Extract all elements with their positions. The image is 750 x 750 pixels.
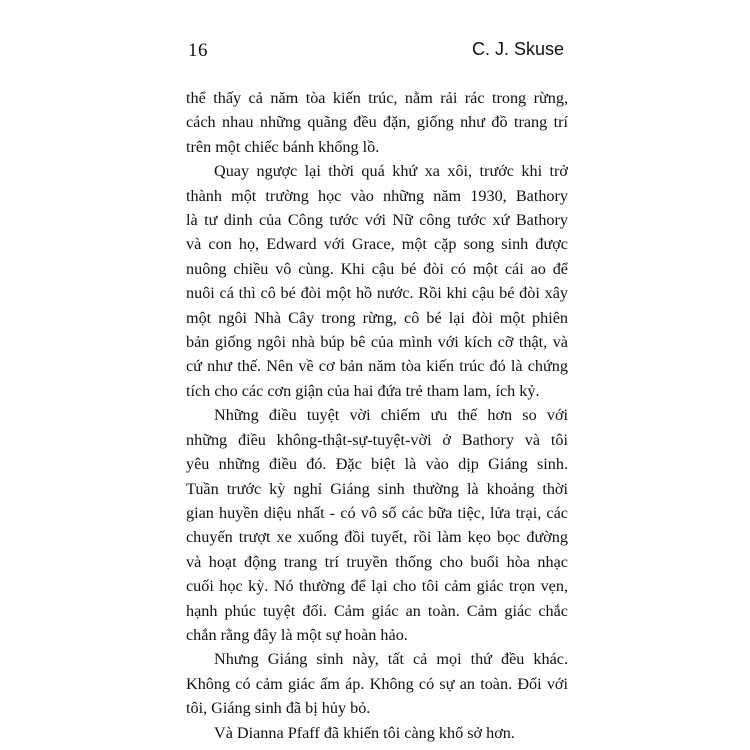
text-line: nuông chiều vô cùng. Khi cậu bé đòi có một cái ao để: [186, 259, 568, 278]
text-line: hạnh phúc tuyệt đối. Cảm giác an toàn. Cảm giác chắc: [186, 601, 568, 620]
text-line: chuyến trượt xe xuống đồi tuyết, rồi làm kẹo bọc đường: [186, 528, 568, 547]
text-line: một ngôi Nhà Cây trong rừng, cô bé lại đòi một phiên: [186, 308, 568, 327]
text-line: tích cho các cơn giận của hai đứa trẻ tham lam, ích kỷ.: [186, 381, 540, 400]
text-line: Những điều tuyệt vời chiếm ưu thế hơn so với: [214, 406, 568, 425]
paragraph: [186, 647, 568, 720]
text-line: thể thấy cả năm tòa kiến trúc, nằm rải rác trong rừng,: [186, 89, 568, 107]
paragraph: [186, 403, 568, 647]
text-line: tôi, Giáng sinh đã bị hủy bỏ.: [186, 699, 371, 718]
text-line: thành một trường học vào những năm 1930, Bathory: [186, 186, 568, 205]
text-line: yêu những điều đó. Đặc biệt là vào dịp Giáng sinh.: [186, 455, 568, 474]
text-line: cứ như thế. Nên về cơ bản năm tòa kiến trúc đó là chứng: [186, 357, 568, 376]
text-line: Và Dianna Pfaff đã khiến tôi càng khổ sở hơn.: [214, 723, 515, 742]
text-line: Không có cảm giác ấm áp. Không có sự an toàn. Đối với: [186, 674, 568, 693]
text-line: gian huyền diệu nhất - có vô số các bữa tiệc, lửa trại, các: [186, 503, 568, 522]
text-line: nuôi cá thì cô bé đòi một hồ nước. Rồi khi cậu bé đòi xây: [186, 284, 568, 303]
text-line: những điều không-thật-sự-tuyệt-vời ở Bathory và tôi: [186, 430, 568, 449]
text-line: trên một chiếc bánh khổng lồ.: [186, 137, 380, 156]
running-head-author: C. J. Skuse: [471, 39, 564, 59]
text-line: cuối học kỳ. Nó thường để lại cho tôi cảm giác trọn vẹn,: [186, 577, 568, 596]
text-line: và hoạt động trang trí truyền thống cho buổi hòa nhạc: [186, 552, 568, 571]
page-number: 16: [188, 40, 208, 61]
paragraph: [186, 86, 568, 159]
paragraph: [186, 721, 568, 745]
text-line: và con họ, Edward với Grace, một cặp song sinh được: [186, 235, 568, 254]
text-line: Tuần trước kỳ nghỉ Giáng sinh thường là khoảng thời: [186, 479, 568, 498]
text-line: Nhưng Giáng sinh này, tất cả mọi thứ đều khác.: [214, 650, 568, 669]
page-body-text: [186, 86, 568, 745]
text-line: Quay ngược lại thời quá khứ xa xôi, trước khi trở: [214, 162, 568, 181]
text-line: cách nhau những quãng đều đặn, giống như đồ trang trí: [186, 113, 568, 132]
text-line: chắn rằng đây là một sự hoàn hảo.: [186, 625, 408, 644]
text-line: là tư dinh của Công tước với Nữ công tước xứ Bathory: [186, 211, 568, 230]
paragraph: [186, 159, 568, 403]
text-line: bản giống ngôi nhà búp bê của mình với kích cỡ thật, và: [186, 333, 568, 352]
